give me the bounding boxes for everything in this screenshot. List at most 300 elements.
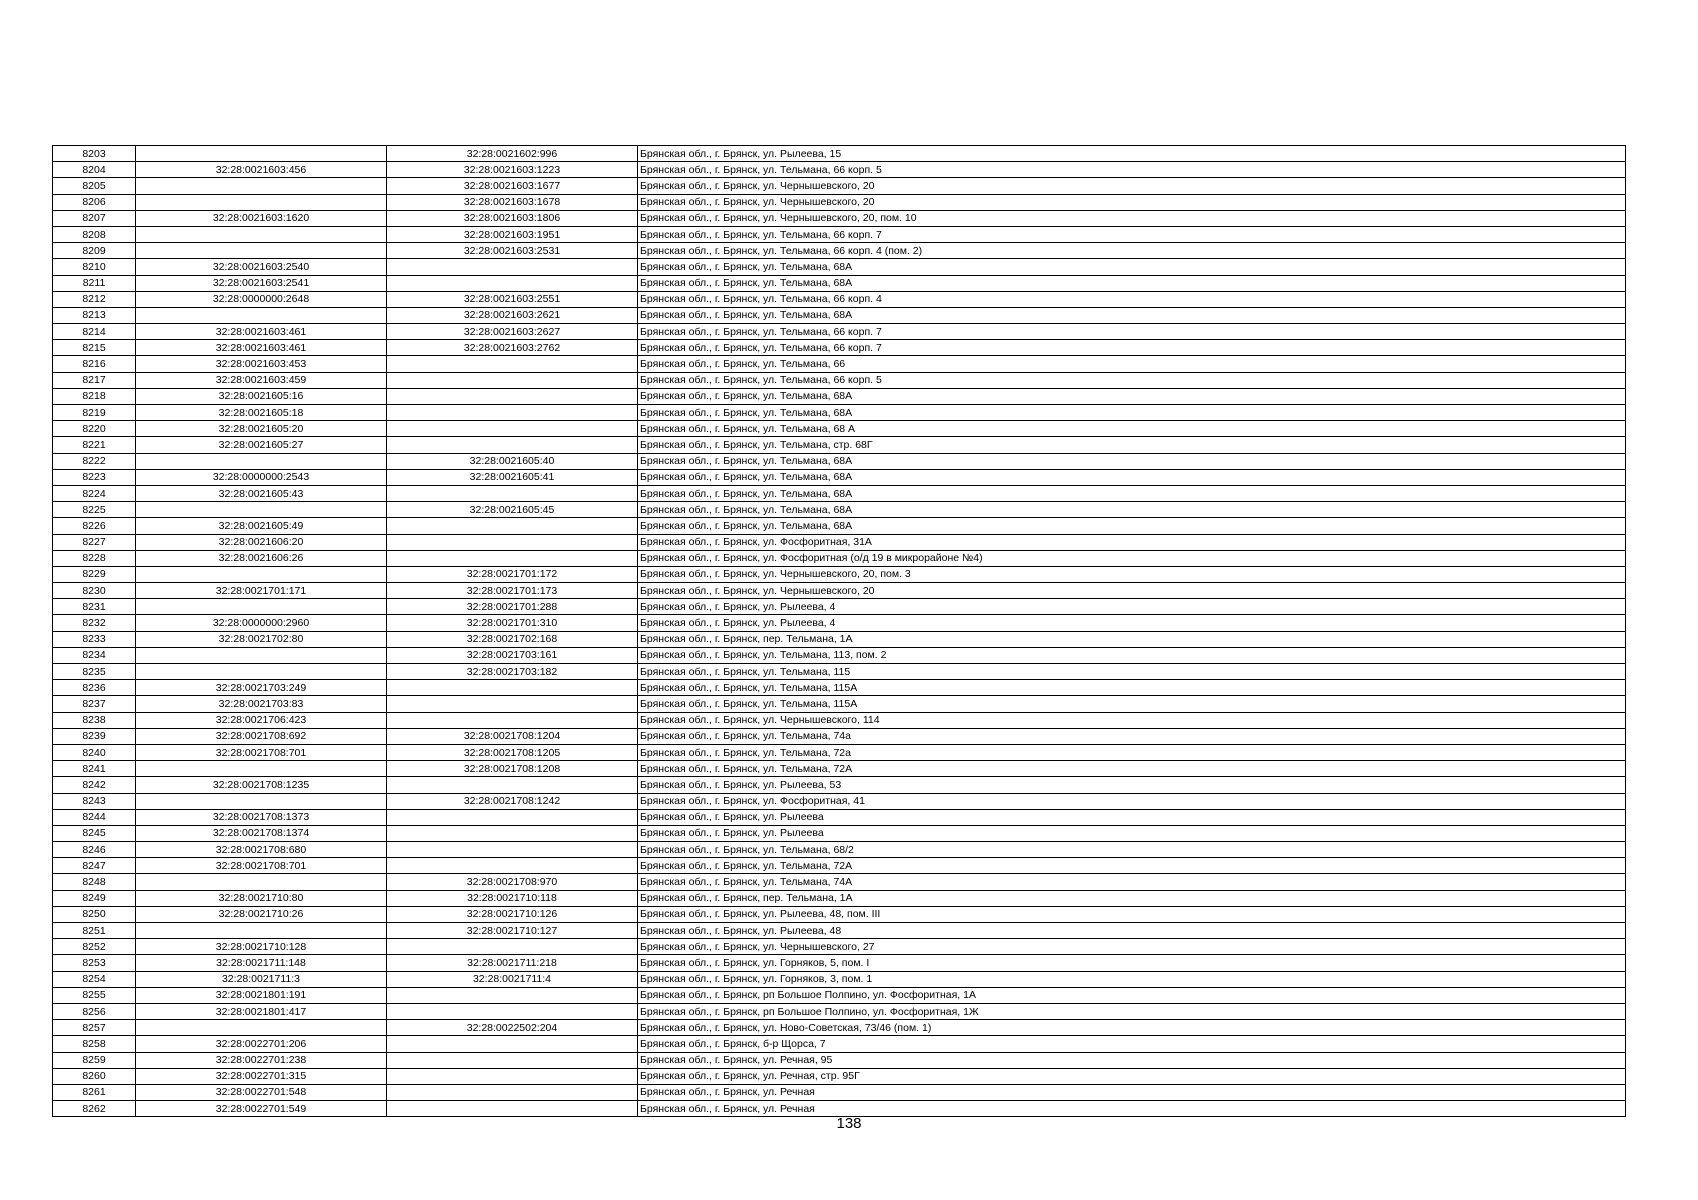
address-cell: Брянская обл., г. Брянск, ул. Тельмана, 66 корп. 5 bbox=[638, 162, 1626, 178]
row-number-cell: 8257 bbox=[53, 1020, 136, 1036]
row-number-cell: 8254 bbox=[53, 971, 136, 987]
row-number-cell: 8206 bbox=[53, 194, 136, 210]
row-number-cell: 8241 bbox=[53, 761, 136, 777]
object-number-cell bbox=[387, 405, 638, 421]
address-cell: Брянская обл., г. Брянск, ул. Фосфоритная, 41 bbox=[638, 793, 1626, 809]
object-number-cell bbox=[387, 518, 638, 534]
object-number-cell bbox=[387, 1068, 638, 1084]
parcel-number-cell: 32:28:0000000:2543 bbox=[136, 469, 387, 485]
row-number-cell: 8213 bbox=[53, 307, 136, 323]
address-cell: Брянская обл., г. Брянск, ул. Тельмана, 115А bbox=[638, 680, 1626, 696]
address-cell: Брянская обл., г. Брянск, ул. Фосфоритная (о/д 19 в микрорайоне №4) bbox=[638, 550, 1626, 566]
object-number-cell: 32:28:0021708:970 bbox=[387, 874, 638, 890]
address-cell: Брянская обл., г. Брянск, ул. Тельмана, 66 корп. 7 bbox=[638, 226, 1626, 242]
object-number-cell bbox=[387, 372, 638, 388]
address-cell: Брянская обл., г. Брянск, ул. Тельмана, 74а bbox=[638, 728, 1626, 744]
address-cell: Брянская обл., г. Брянск, пер. Тельмана, 1А bbox=[638, 890, 1626, 906]
object-number-cell: 32:28:0021710:126 bbox=[387, 906, 638, 922]
parcel-number-cell bbox=[136, 453, 387, 469]
row-number-cell: 8204 bbox=[53, 162, 136, 178]
table-row bbox=[53, 680, 1626, 696]
table-row bbox=[53, 1020, 1626, 1036]
table-row bbox=[53, 372, 1626, 388]
object-number-cell: 32:28:0021701:288 bbox=[387, 599, 638, 615]
parcel-number-cell: 32:28:0021710:26 bbox=[136, 906, 387, 922]
address-cell: Брянская обл., г. Брянск, ул. Тельмана, 66 корп. 4 (пом. 2) bbox=[638, 243, 1626, 259]
address-cell: Брянская обл., г. Брянск, ул. Рылеева, 4 bbox=[638, 599, 1626, 615]
parcel-number-cell: 32:28:0021603:1620 bbox=[136, 210, 387, 226]
address-cell: Брянская обл., г. Брянск, ул. Чернышевского, 20 bbox=[638, 178, 1626, 194]
table-row bbox=[53, 162, 1626, 178]
row-number-cell: 8218 bbox=[53, 388, 136, 404]
object-number-cell: 32:28:0021603:1223 bbox=[387, 162, 638, 178]
row-number-cell: 8223 bbox=[53, 469, 136, 485]
object-number-cell: 32:28:0021710:118 bbox=[387, 890, 638, 906]
row-number-cell: 8238 bbox=[53, 712, 136, 728]
object-number-cell bbox=[387, 275, 638, 291]
address-cell: Брянская обл., г. Брянск, ул. Тельмана, 68А bbox=[638, 259, 1626, 275]
address-cell: Брянская обл., г. Брянск, ул. Речная bbox=[638, 1084, 1626, 1100]
object-number-cell bbox=[387, 388, 638, 404]
table-row bbox=[53, 307, 1626, 323]
parcel-number-cell: 32:28:0021708:1235 bbox=[136, 777, 387, 793]
table-row bbox=[53, 453, 1626, 469]
address-cell: Брянская обл., г. Брянск, ул. Чернышевского, 20, пом. 3 bbox=[638, 566, 1626, 582]
parcel-number-cell: 32:28:0022701:238 bbox=[136, 1052, 387, 1068]
parcel-number-cell: 32:28:0021711:3 bbox=[136, 971, 387, 987]
address-cell: Брянская обл., г. Брянск, ул. Речная bbox=[638, 1101, 1626, 1117]
parcel-number-cell: 32:28:0021603:2541 bbox=[136, 275, 387, 291]
parcel-number-cell: 32:28:0022701:315 bbox=[136, 1068, 387, 1084]
address-cell: Брянская обл., г. Брянск, ул. Горняков, 5, пом. I bbox=[638, 955, 1626, 971]
object-number-cell bbox=[387, 777, 638, 793]
parcel-number-cell: 32:28:0021605:18 bbox=[136, 405, 387, 421]
table-row bbox=[53, 1052, 1626, 1068]
object-number-cell: 32:28:0021708:1208 bbox=[387, 761, 638, 777]
object-number-cell bbox=[387, 1003, 638, 1019]
row-number-cell: 8233 bbox=[53, 631, 136, 647]
address-cell: Брянская обл., г. Брянск, ул. Тельмана, 68А bbox=[638, 453, 1626, 469]
row-number-cell: 8253 bbox=[53, 955, 136, 971]
table-row bbox=[53, 825, 1626, 841]
table-row bbox=[53, 599, 1626, 615]
row-number-cell: 8239 bbox=[53, 728, 136, 744]
object-number-cell: 32:28:0021603:1678 bbox=[387, 194, 638, 210]
parcel-number-cell bbox=[136, 874, 387, 890]
row-number-cell: 8245 bbox=[53, 825, 136, 841]
parcel-number-cell: 32:28:0021710:128 bbox=[136, 939, 387, 955]
parcel-number-cell bbox=[136, 1020, 387, 1036]
object-number-cell: 32:28:0021602:996 bbox=[387, 146, 638, 162]
row-number-cell: 8212 bbox=[53, 291, 136, 307]
row-number-cell: 8236 bbox=[53, 680, 136, 696]
address-cell: Брянская обл., г. Брянск, ул. Рылеева bbox=[638, 825, 1626, 841]
row-number-cell: 8252 bbox=[53, 939, 136, 955]
row-number-cell: 8208 bbox=[53, 226, 136, 242]
address-cell: Брянская обл., г. Брянск, ул. Чернышевского, 27 bbox=[638, 939, 1626, 955]
registry-table bbox=[52, 145, 1626, 1117]
address-cell: Брянская обл., г. Брянск, ул. Чернышевского, 114 bbox=[638, 712, 1626, 728]
parcel-number-cell bbox=[136, 761, 387, 777]
parcel-number-cell bbox=[136, 194, 387, 210]
address-cell: Брянская обл., г. Брянск, ул. Тельмана, 115А bbox=[638, 696, 1626, 712]
table-row bbox=[53, 194, 1626, 210]
parcel-number-cell: 32:28:0021605:49 bbox=[136, 518, 387, 534]
address-cell: Брянская обл., г. Брянск, ул. Тельмана, 68/2 bbox=[638, 842, 1626, 858]
address-cell: Брянская обл., г. Брянск, ул. Рылеева, 53 bbox=[638, 777, 1626, 793]
address-cell: Брянская обл., г. Брянск, ул. Речная, стр. 95Г bbox=[638, 1068, 1626, 1084]
address-cell: Брянская обл., г. Брянск, рп Большое Полпино, ул. Фосфоритная, 1Ж bbox=[638, 1003, 1626, 1019]
object-number-cell: 32:28:0021708:1204 bbox=[387, 728, 638, 744]
object-number-cell bbox=[387, 1036, 638, 1052]
row-number-cell: 8246 bbox=[53, 842, 136, 858]
row-number-cell: 8250 bbox=[53, 906, 136, 922]
parcel-number-cell bbox=[136, 226, 387, 242]
object-number-cell: 32:28:0021603:1677 bbox=[387, 178, 638, 194]
parcel-number-cell: 32:28:0022701:549 bbox=[136, 1101, 387, 1117]
row-number-cell: 8207 bbox=[53, 210, 136, 226]
address-cell: Брянская обл., г. Брянск, ул. Тельмана, 68А bbox=[638, 307, 1626, 323]
address-cell: Брянская обл., г. Брянск, ул. Тельмана, 66 bbox=[638, 356, 1626, 372]
address-cell: Брянская обл., г. Брянск, ул. Тельмана, 72а bbox=[638, 744, 1626, 760]
table-row bbox=[53, 437, 1626, 453]
row-number-cell: 8215 bbox=[53, 340, 136, 356]
parcel-number-cell: 32:28:0022701:206 bbox=[136, 1036, 387, 1052]
object-number-cell: 32:28:0021701:172 bbox=[387, 566, 638, 582]
row-number-cell: 8211 bbox=[53, 275, 136, 291]
parcel-number-cell bbox=[136, 599, 387, 615]
object-number-cell bbox=[387, 534, 638, 550]
parcel-number-cell: 32:28:0021603:459 bbox=[136, 372, 387, 388]
table-row bbox=[53, 502, 1626, 518]
parcel-number-cell: 32:28:0021603:461 bbox=[136, 324, 387, 340]
object-number-cell bbox=[387, 437, 638, 453]
table-row bbox=[53, 1084, 1626, 1100]
table-row bbox=[53, 534, 1626, 550]
table-row bbox=[53, 647, 1626, 663]
parcel-number-cell: 32:28:0021710:80 bbox=[136, 890, 387, 906]
table-row bbox=[53, 712, 1626, 728]
address-cell: Брянская обл., г. Брянск, ул. Тельмана, 66 корп. 4 bbox=[638, 291, 1626, 307]
parcel-number-cell: 32:28:0021706:423 bbox=[136, 712, 387, 728]
page-number: 138 bbox=[836, 1115, 862, 1132]
object-number-cell: 32:28:0021605:41 bbox=[387, 469, 638, 485]
row-number-cell: 8249 bbox=[53, 890, 136, 906]
row-number-cell: 8225 bbox=[53, 502, 136, 518]
address-cell: Брянская обл., г. Брянск, ул. Чернышевского, 20 bbox=[638, 583, 1626, 599]
address-cell: Брянская обл., г. Брянск, ул. Горняков, 3, пом. 1 bbox=[638, 971, 1626, 987]
address-cell: Брянская обл., г. Брянск, ул. Тельмана, 68А bbox=[638, 518, 1626, 534]
row-number-cell: 8221 bbox=[53, 437, 136, 453]
table-row bbox=[53, 874, 1626, 890]
object-number-cell bbox=[387, 809, 638, 825]
row-number-cell: 8222 bbox=[53, 453, 136, 469]
parcel-number-cell: 32:28:0021701:171 bbox=[136, 583, 387, 599]
parcel-number-cell bbox=[136, 664, 387, 680]
row-number-cell: 8243 bbox=[53, 793, 136, 809]
address-cell: Брянская обл., г. Брянск, ул. Тельмана, 68А bbox=[638, 275, 1626, 291]
object-number-cell bbox=[387, 987, 638, 1003]
table-row bbox=[53, 809, 1626, 825]
address-cell: Брянская обл., г. Брянск, ул. Чернышевского, 20, пом. 10 bbox=[638, 210, 1626, 226]
object-number-cell: 32:28:0021708:1242 bbox=[387, 793, 638, 809]
address-cell: Брянская обл., г. Брянск, ул. Тельмана, 68А bbox=[638, 485, 1626, 501]
row-number-cell: 8231 bbox=[53, 599, 136, 615]
table-row bbox=[53, 340, 1626, 356]
table-row bbox=[53, 728, 1626, 744]
object-number-cell: 32:28:0021603:2551 bbox=[387, 291, 638, 307]
address-cell: Брянская обл., г. Брянск, ул. Тельмана, 66 корп. 7 bbox=[638, 340, 1626, 356]
address-cell: Брянская обл., г. Брянск, ул. Тельмана, 115 bbox=[638, 664, 1626, 680]
row-number-cell: 8242 bbox=[53, 777, 136, 793]
row-number-cell: 8262 bbox=[53, 1101, 136, 1117]
row-number-cell: 8228 bbox=[53, 550, 136, 566]
table-row bbox=[53, 615, 1626, 631]
object-number-cell bbox=[387, 680, 638, 696]
parcel-number-cell: 32:28:0021708:701 bbox=[136, 858, 387, 874]
row-number-cell: 8224 bbox=[53, 485, 136, 501]
address-cell: Брянская обл., г. Брянск, ул. Рылеева, 4 bbox=[638, 615, 1626, 631]
table-row bbox=[53, 178, 1626, 194]
table-row bbox=[53, 987, 1626, 1003]
table-row bbox=[53, 405, 1626, 421]
row-number-cell: 8235 bbox=[53, 664, 136, 680]
registry-table-body bbox=[53, 146, 1626, 1117]
object-number-cell bbox=[387, 356, 638, 372]
table-row bbox=[53, 243, 1626, 259]
object-number-cell: 32:28:0021711:218 bbox=[387, 955, 638, 971]
parcel-number-cell: 32:28:0021605:27 bbox=[136, 437, 387, 453]
address-cell: Брянская обл., г. Брянск, ул. Ново-Советская, 73/46 (пом. 1) bbox=[638, 1020, 1626, 1036]
object-number-cell bbox=[387, 485, 638, 501]
table-row bbox=[53, 291, 1626, 307]
row-number-cell: 8240 bbox=[53, 744, 136, 760]
object-number-cell: 32:28:0021603:1951 bbox=[387, 226, 638, 242]
object-number-cell: 32:28:0021701:310 bbox=[387, 615, 638, 631]
parcel-number-cell: 32:28:0021708:680 bbox=[136, 842, 387, 858]
parcel-number-cell: 32:28:0021605:43 bbox=[136, 485, 387, 501]
object-number-cell: 32:28:0021603:2531 bbox=[387, 243, 638, 259]
object-number-cell bbox=[387, 842, 638, 858]
row-number-cell: 8205 bbox=[53, 178, 136, 194]
row-number-cell: 8232 bbox=[53, 615, 136, 631]
object-number-cell: 32:28:0021708:1205 bbox=[387, 744, 638, 760]
parcel-number-cell: 32:28:0021801:191 bbox=[136, 987, 387, 1003]
table-row bbox=[53, 842, 1626, 858]
object-number-cell: 32:28:0021701:173 bbox=[387, 583, 638, 599]
parcel-number-cell: 32:28:0021711:148 bbox=[136, 955, 387, 971]
row-number-cell: 8244 bbox=[53, 809, 136, 825]
object-number-cell: 32:28:0021703:161 bbox=[387, 647, 638, 663]
table-row bbox=[53, 955, 1626, 971]
row-number-cell: 8255 bbox=[53, 987, 136, 1003]
table-row bbox=[53, 890, 1626, 906]
object-number-cell: 32:28:0021605:45 bbox=[387, 502, 638, 518]
address-cell: Брянская обл., г. Брянск, б-р Щорса, 7 bbox=[638, 1036, 1626, 1052]
parcel-number-cell: 32:28:0021606:20 bbox=[136, 534, 387, 550]
object-number-cell bbox=[387, 421, 638, 437]
address-cell: Брянская обл., г. Брянск, ул. Тельмана, 72А bbox=[638, 858, 1626, 874]
table-row bbox=[53, 1068, 1626, 1084]
parcel-number-cell: 32:28:0021603:2540 bbox=[136, 259, 387, 275]
row-number-cell: 8258 bbox=[53, 1036, 136, 1052]
row-number-cell: 8230 bbox=[53, 583, 136, 599]
object-number-cell: 32:28:0021603:2627 bbox=[387, 324, 638, 340]
table-row bbox=[53, 631, 1626, 647]
object-number-cell: 32:28:0021702:168 bbox=[387, 631, 638, 647]
object-number-cell: 32:28:0021605:40 bbox=[387, 453, 638, 469]
table-row bbox=[53, 1003, 1626, 1019]
row-number-cell: 8226 bbox=[53, 518, 136, 534]
row-number-cell: 8229 bbox=[53, 566, 136, 582]
table-row bbox=[53, 259, 1626, 275]
parcel-number-cell: 32:28:0021801:417 bbox=[136, 1003, 387, 1019]
object-number-cell: 32:28:0021711:4 bbox=[387, 971, 638, 987]
parcel-number-cell: 32:28:0021708:1373 bbox=[136, 809, 387, 825]
table-row bbox=[53, 485, 1626, 501]
table-row bbox=[53, 664, 1626, 680]
object-number-cell bbox=[387, 712, 638, 728]
parcel-number-cell: 32:28:0000000:2648 bbox=[136, 291, 387, 307]
address-cell: Брянская обл., г. Брянск, ул. Рылеева bbox=[638, 809, 1626, 825]
table-row bbox=[53, 971, 1626, 987]
row-number-cell: 8227 bbox=[53, 534, 136, 550]
parcel-number-cell: 32:28:0021703:83 bbox=[136, 696, 387, 712]
table-row bbox=[53, 744, 1626, 760]
row-number-cell: 8261 bbox=[53, 1084, 136, 1100]
table-row bbox=[53, 583, 1626, 599]
row-number-cell: 8220 bbox=[53, 421, 136, 437]
row-number-cell: 8219 bbox=[53, 405, 136, 421]
table-row bbox=[53, 275, 1626, 291]
address-cell: Брянская обл., г. Брянск, ул. Тельмана, 66 корп. 7 bbox=[638, 324, 1626, 340]
table-row bbox=[53, 939, 1626, 955]
address-cell: Брянская обл., г. Брянск, ул. Рылеева, 15 bbox=[638, 146, 1626, 162]
parcel-number-cell bbox=[136, 146, 387, 162]
address-cell: Брянская обл., г. Брянск, ул. Тельмана, 68А bbox=[638, 469, 1626, 485]
table-row bbox=[53, 696, 1626, 712]
parcel-number-cell: 32:28:0021606:26 bbox=[136, 550, 387, 566]
parcel-number-cell bbox=[136, 243, 387, 259]
row-number-cell: 8247 bbox=[53, 858, 136, 874]
parcel-number-cell: 32:28:0021603:456 bbox=[136, 162, 387, 178]
object-number-cell: 32:28:0021603:2621 bbox=[387, 307, 638, 323]
address-cell: Брянская обл., г. Брянск, ул. Рылеева, 48, пом. III bbox=[638, 906, 1626, 922]
parcel-number-cell bbox=[136, 793, 387, 809]
parcel-number-cell bbox=[136, 178, 387, 194]
row-number-cell: 8217 bbox=[53, 372, 136, 388]
address-cell: Брянская обл., г. Брянск, ул. Тельмана, стр. 68Г bbox=[638, 437, 1626, 453]
address-cell: Брянская обл., г. Брянск, ул. Тельмана, 68А bbox=[638, 502, 1626, 518]
address-cell: Брянская обл., г. Брянск, ул. Тельмана, 68А bbox=[638, 405, 1626, 421]
object-number-cell bbox=[387, 825, 638, 841]
address-cell: Брянская обл., г. Брянск, ул. Тельмана, 72А bbox=[638, 761, 1626, 777]
table-row bbox=[53, 906, 1626, 922]
table-row bbox=[53, 923, 1626, 939]
parcel-number-cell: 32:28:0021605:20 bbox=[136, 421, 387, 437]
row-number-cell: 8251 bbox=[53, 923, 136, 939]
row-number-cell: 8259 bbox=[53, 1052, 136, 1068]
address-cell: Брянская обл., г. Брянск, ул. Фосфоритная, 31А bbox=[638, 534, 1626, 550]
parcel-number-cell: 32:28:0021703:249 bbox=[136, 680, 387, 696]
table-row bbox=[53, 518, 1626, 534]
table-row bbox=[53, 324, 1626, 340]
table-row bbox=[53, 226, 1626, 242]
object-number-cell bbox=[387, 858, 638, 874]
address-cell: Брянская обл., г. Брянск, ул. Тельмана, 74А bbox=[638, 874, 1626, 890]
address-cell: Брянская обл., г. Брянск, ул. Речная, 95 bbox=[638, 1052, 1626, 1068]
row-number-cell: 8214 bbox=[53, 324, 136, 340]
table-row bbox=[53, 761, 1626, 777]
row-number-cell: 8216 bbox=[53, 356, 136, 372]
row-number-cell: 8209 bbox=[53, 243, 136, 259]
parcel-number-cell: 32:28:0000000:2960 bbox=[136, 615, 387, 631]
address-cell: Брянская обл., г. Брянск, ул. Чернышевского, 20 bbox=[638, 194, 1626, 210]
parcel-number-cell bbox=[136, 307, 387, 323]
table-row bbox=[53, 777, 1626, 793]
address-cell: Брянская обл., г. Брянск, ул. Рылеева, 48 bbox=[638, 923, 1626, 939]
row-number-cell: 8210 bbox=[53, 259, 136, 275]
object-number-cell bbox=[387, 550, 638, 566]
parcel-number-cell: 32:28:0021603:453 bbox=[136, 356, 387, 372]
address-cell: Брянская обл., г. Брянск, ул. Тельмана, 68 А bbox=[638, 421, 1626, 437]
table-row bbox=[53, 793, 1626, 809]
object-number-cell bbox=[387, 939, 638, 955]
table-row bbox=[53, 566, 1626, 582]
parcel-number-cell bbox=[136, 566, 387, 582]
address-cell: Брянская обл., г. Брянск, ул. Тельмана, 68А bbox=[638, 388, 1626, 404]
row-number-cell: 8234 bbox=[53, 647, 136, 663]
parcel-number-cell: 32:28:0021605:16 bbox=[136, 388, 387, 404]
parcel-number-cell bbox=[136, 923, 387, 939]
object-number-cell bbox=[387, 259, 638, 275]
address-cell: Брянская обл., г. Брянск, ул. Тельмана, 113, пом. 2 bbox=[638, 647, 1626, 663]
parcel-number-cell bbox=[136, 647, 387, 663]
table-row bbox=[53, 469, 1626, 485]
parcel-number-cell bbox=[136, 502, 387, 518]
row-number-cell: 8256 bbox=[53, 1003, 136, 1019]
table-row bbox=[53, 858, 1626, 874]
object-number-cell: 32:28:0021710:127 bbox=[387, 923, 638, 939]
object-number-cell: 32:28:0021603:2762 bbox=[387, 340, 638, 356]
parcel-number-cell: 32:28:0021708:692 bbox=[136, 728, 387, 744]
parcel-number-cell: 32:28:0021708:1374 bbox=[136, 825, 387, 841]
row-number-cell: 8260 bbox=[53, 1068, 136, 1084]
row-number-cell: 8203 bbox=[53, 146, 136, 162]
parcel-number-cell: 32:28:0021702:80 bbox=[136, 631, 387, 647]
object-number-cell bbox=[387, 1084, 638, 1100]
object-number-cell: 32:28:0022502:204 bbox=[387, 1020, 638, 1036]
table-row bbox=[53, 421, 1626, 437]
table-row bbox=[53, 146, 1626, 162]
table-row bbox=[53, 1036, 1626, 1052]
object-number-cell: 32:28:0021703:182 bbox=[387, 664, 638, 680]
parcel-number-cell: 32:28:0022701:548 bbox=[136, 1084, 387, 1100]
address-cell: Брянская обл., г. Брянск, рп Большое Полпино, ул. Фосфоритная, 1А bbox=[638, 987, 1626, 1003]
object-number-cell: 32:28:0021603:1806 bbox=[387, 210, 638, 226]
table-row bbox=[53, 388, 1626, 404]
table-row bbox=[53, 356, 1626, 372]
row-number-cell: 8248 bbox=[53, 874, 136, 890]
parcel-number-cell: 32:28:0021708:701 bbox=[136, 744, 387, 760]
table-row bbox=[53, 550, 1626, 566]
address-cell: Брянская обл., г. Брянск, пер. Тельмана, 1А bbox=[638, 631, 1626, 647]
row-number-cell: 8237 bbox=[53, 696, 136, 712]
address-cell: Брянская обл., г. Брянск, ул. Тельмана, 66 корп. 5 bbox=[638, 372, 1626, 388]
object-number-cell bbox=[387, 696, 638, 712]
object-number-cell bbox=[387, 1052, 638, 1068]
parcel-number-cell: 32:28:0021603:461 bbox=[136, 340, 387, 356]
